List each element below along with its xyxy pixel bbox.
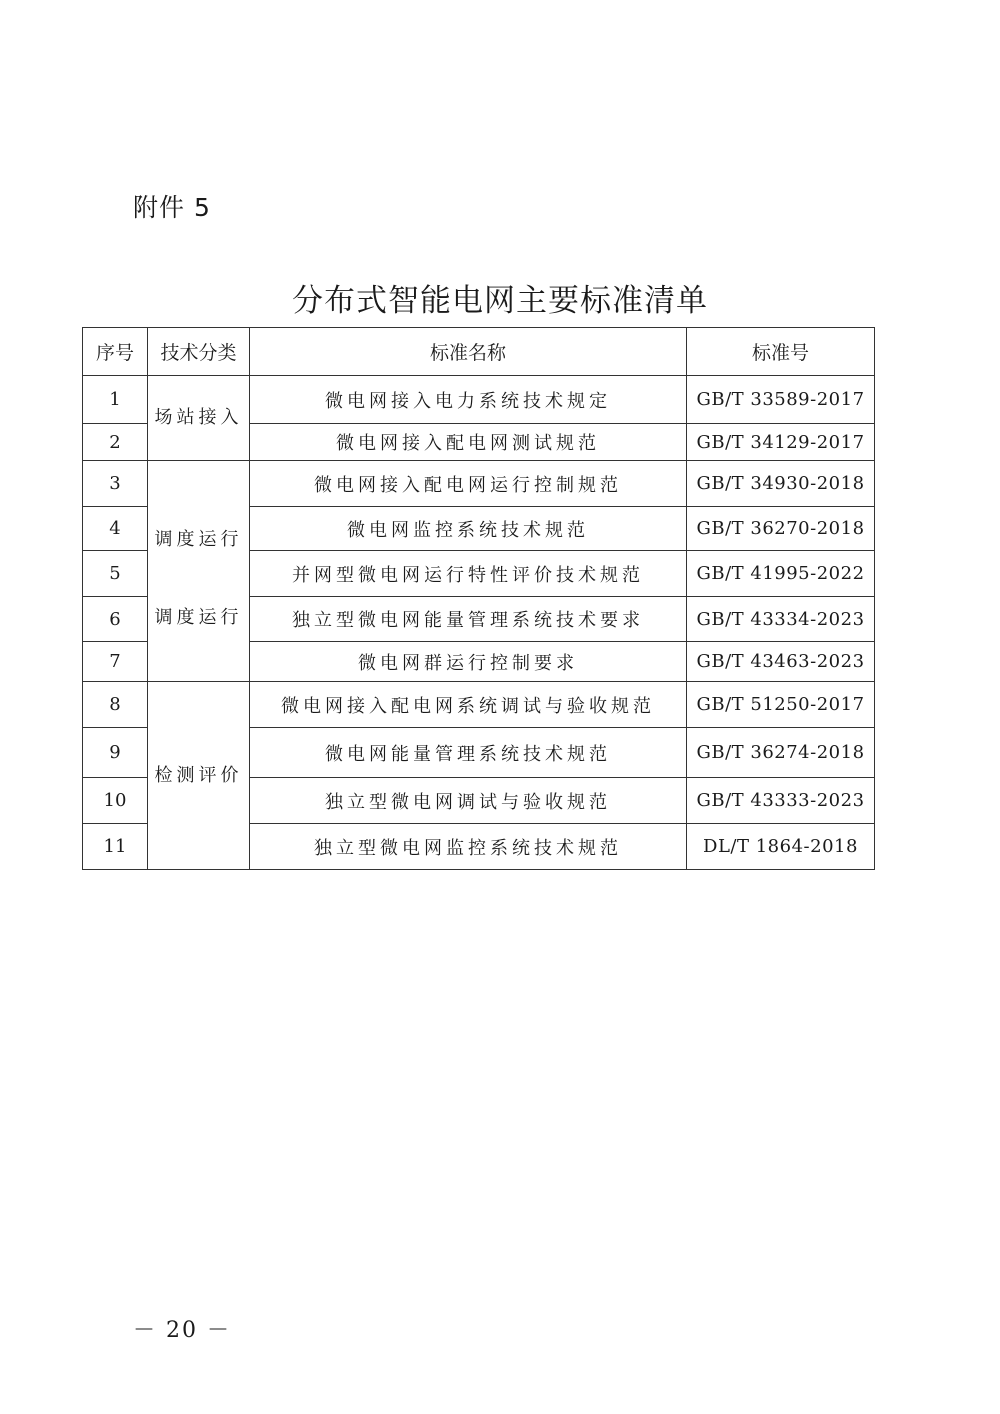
- table-row: [83, 682, 875, 728]
- standard-code: GB/T 36274-2018: [687, 728, 875, 778]
- standard-name: 独立型微电网监控系统技术规范: [250, 824, 687, 870]
- category-label: 调度运行: [154, 607, 243, 628]
- row-number: 1: [83, 376, 148, 424]
- row-number: 8: [83, 682, 148, 728]
- standard-name: 微电网监控系统技术规范: [250, 507, 687, 551]
- standard-name: 微电网群运行控制要求: [250, 642, 687, 682]
- header-code: 标准号: [687, 328, 875, 376]
- header-category: 技术分类: [148, 328, 250, 376]
- row-number: 7: [83, 642, 148, 682]
- standard-name: 并网型微电网运行特性评价技术规范: [250, 551, 687, 597]
- row-number: 6: [83, 597, 148, 642]
- standard-name: 微电网接入配电网系统调试与验收规范: [250, 682, 687, 728]
- standard-code: DL/T 1864-2018: [687, 824, 875, 870]
- standard-name: 独立型微电网能量管理系统技术要求: [250, 597, 687, 642]
- standard-code: GB/T 41995-2022: [687, 551, 875, 597]
- row-number: 2: [83, 424, 148, 461]
- standard-name: 微电网接入电力系统技术规定: [250, 376, 687, 424]
- category-cell: 场站接入: [148, 376, 250, 461]
- standard-name: 微电网能量管理系统技术规范: [250, 728, 687, 778]
- category-label: 调度运行: [154, 529, 243, 550]
- document-title: 分布式智能电网主要标准清单: [292, 283, 708, 319]
- row-number: 11: [83, 824, 148, 870]
- standard-code: GB/T 34129-2017: [687, 424, 875, 461]
- standard-code: GB/T 43334-2023: [687, 597, 875, 642]
- row-number: 4: [83, 507, 148, 551]
- standard-code: GB/T 51250-2017: [687, 682, 875, 728]
- standard-name: 微电网接入配电网测试规范: [250, 424, 687, 461]
- table-row: [83, 461, 875, 507]
- table-header-row: [83, 328, 875, 376]
- row-number: 3: [83, 461, 148, 507]
- standard-code: GB/T 43333-2023: [687, 778, 875, 824]
- standard-code: GB/T 33589-2017: [687, 376, 875, 424]
- row-number: 10: [83, 778, 148, 824]
- standard-code: GB/T 34930-2018: [687, 461, 875, 507]
- row-number: 9: [83, 728, 148, 778]
- standard-code: GB/T 36270-2018: [687, 507, 875, 551]
- category-cell: [148, 461, 250, 682]
- category-cell: 检测评价: [148, 682, 250, 870]
- header-no: 序号: [83, 328, 148, 376]
- header-name: 标准名称: [250, 328, 687, 376]
- standard-name: 独立型微电网调试与验收规范: [250, 778, 687, 824]
- attachment-label: 附件 5: [133, 193, 211, 222]
- standard-name: 微电网接入配电网运行控制规范: [250, 461, 687, 507]
- standard-code: GB/T 43463-2023: [687, 642, 875, 682]
- page-number: － 20 －: [133, 1318, 231, 1343]
- table-row: [83, 376, 875, 424]
- standards-table: [82, 327, 875, 870]
- row-number: 5: [83, 551, 148, 597]
